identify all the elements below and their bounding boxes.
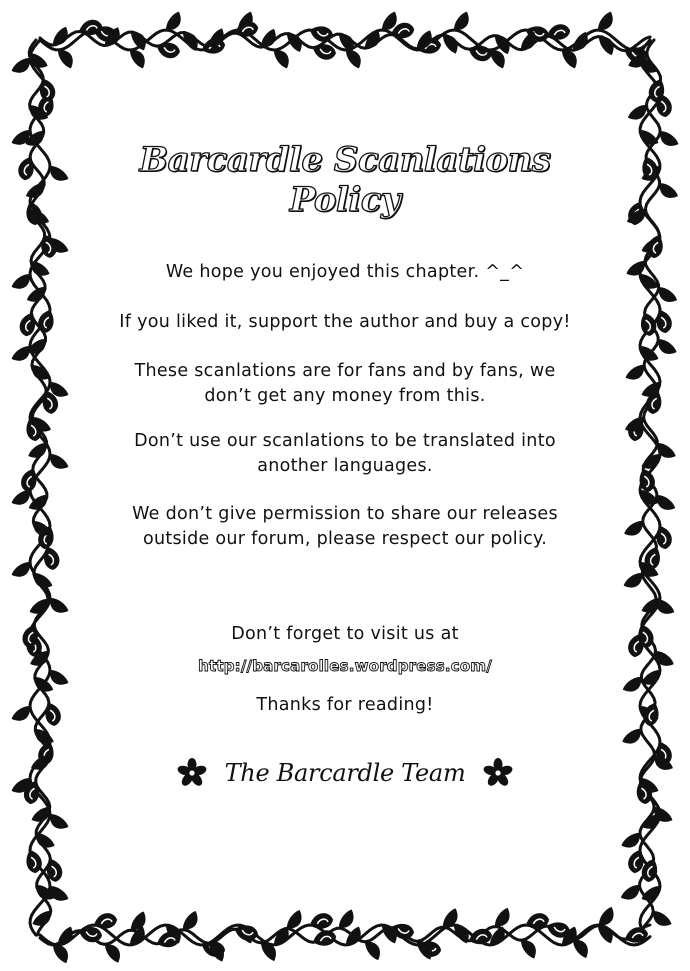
flower-icon [177,758,207,788]
visit-text: Don’t forget to visit us at [231,624,459,644]
paragraph-permission-line-2: outside our forum, please respect our policy. [142,529,548,549]
paragraph-translation-line-2: another languages. [257,456,433,476]
paragraph-enjoyed: We hope you enjoyed this chapter. ^_^ [165,262,525,282]
thanks-text: Thanks for reading! [256,695,434,715]
paragraph-fans [90,359,600,409]
website-link[interactable]: http://barcarolles.wordpress.com/ [198,657,492,675]
paragraph-permission [90,502,600,552]
signature [90,758,600,788]
signature-text: The Barcardle Team [224,759,466,787]
policy-page [90,110,600,870]
paragraph-support-author: If you liked it, support the author and buy a copy! [119,312,571,332]
paragraph-fans-line-1: These scanlations are for fans and by fans, we [134,361,556,381]
paragraph-fans-line-2: don’t get any money from this. [204,386,486,406]
flower-icon [483,758,513,788]
paragraph-translation [90,429,600,479]
paragraph-permission-line-1: We don’t give permission to share our releases [132,504,558,524]
page-title: Barcardle Scanlations Policy [139,140,551,220]
paragraph-translation-line-1: Don’t use our scanlations to be translated into [134,431,556,451]
